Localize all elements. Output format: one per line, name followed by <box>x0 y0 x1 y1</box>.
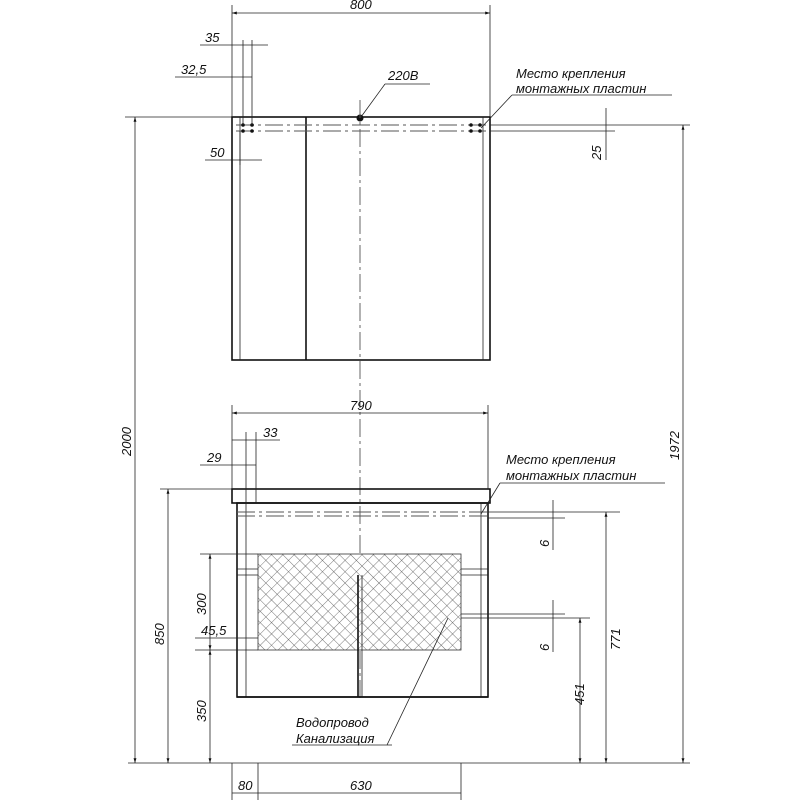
dim-6b-label: 6 <box>537 643 552 651</box>
dim-25-label: 25 <box>589 145 604 160</box>
dim-630-label: 630 <box>350 778 372 793</box>
dim-80-label: 80 <box>238 778 253 793</box>
utility-zone-hatch <box>258 554 461 650</box>
mount-note-top-line1: Место крепления <box>516 66 626 81</box>
mount-note-bottom-line1: Место крепления <box>506 452 616 467</box>
dim-2000 <box>119 117 232 763</box>
washbasin-top <box>232 489 490 503</box>
power-label <box>361 68 430 117</box>
dim-bottom-6b <box>461 600 590 652</box>
dim-350-label: 350 <box>194 700 209 722</box>
dim-top-800 <box>232 0 490 117</box>
power-label-text: 220В <box>388 68 419 83</box>
vanity <box>232 489 490 697</box>
dim-800-label: 800 <box>350 0 372 12</box>
mount-note-top <box>481 66 672 128</box>
dim-top-50 <box>205 131 262 165</box>
dim-45-5-label: 45,5 <box>201 623 227 638</box>
dim-bottom-29 <box>200 450 256 465</box>
dim-29-label: 29 <box>207 450 222 465</box>
dim-top-32-5 <box>175 62 252 77</box>
mirror-cabinet-outline <box>232 117 490 360</box>
dim-300-label: 300 <box>194 593 209 615</box>
dim-771 <box>606 512 623 763</box>
dim-35-label: 35 <box>205 30 220 45</box>
mount-note-bottom <box>481 452 665 514</box>
mount-note-top-line2: монтажных пластин <box>516 81 647 96</box>
dim-32-5-label: 32,5 <box>181 62 207 77</box>
dim-1972 <box>615 125 690 763</box>
mirror-cabinet <box>232 115 490 361</box>
dim-bottom-33 <box>232 425 280 503</box>
dim-771-label: 771 <box>608 628 623 650</box>
dim-790-label: 790 <box>350 398 372 413</box>
dim-50-label: 50 <box>210 145 225 160</box>
dim-45-5 <box>195 623 258 650</box>
dim-top-25 <box>490 108 615 161</box>
dim-451-label: 451 <box>572 683 587 705</box>
pipes-note-line2: Канализация <box>296 731 375 746</box>
dim-850-label: 850 <box>152 623 167 645</box>
dim-2000-label: 2000 <box>119 427 134 456</box>
mount-note-bottom-line2: монтажных пластин <box>506 468 637 483</box>
dim-1972-label: 1972 <box>667 431 682 460</box>
pipes-note-line1: Водопровод <box>296 715 369 730</box>
dim-top-35 <box>200 30 268 125</box>
dim-6a-label: 6 <box>537 539 552 547</box>
dim-33-label: 33 <box>263 425 278 440</box>
dim-base <box>232 763 461 800</box>
dim-bottom-6a <box>488 500 620 550</box>
dim-451 <box>572 618 587 763</box>
dim-350 <box>194 650 210 763</box>
